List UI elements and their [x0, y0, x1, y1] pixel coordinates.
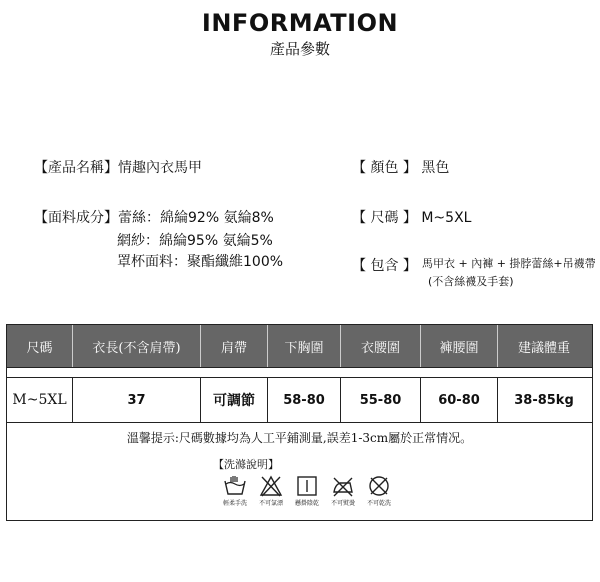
wash-label: 不可乾洗: [366, 500, 391, 507]
no-dryclean-icon: [361, 475, 397, 507]
table-cell: 60-80: [421, 378, 498, 422]
fabric-line-1: 【面料成分】蕾絲：綿綸92% 氨綸8%: [34, 210, 274, 226]
fabric-line-3: 罩杯面料：聚酯纖維100%: [117, 254, 284, 270]
table-row: [7, 378, 592, 423]
notes-area: [7, 423, 592, 520]
table-cell: M~5XL: [7, 378, 73, 422]
color-info: 【 顏色 】 黑色: [352, 160, 450, 176]
package-line-1: 馬甲衣 + 內褲 + 掛脖蕾絲+吊襪帶: [422, 257, 596, 270]
product-name: 【產品名稱】情趣內衣馬甲: [34, 160, 202, 176]
size-table: [6, 324, 593, 521]
package-label: 【 包含 】: [352, 258, 417, 274]
wash-label: 輕柔手洗: [222, 500, 247, 507]
hang-dry-icon: [289, 475, 325, 507]
package-line-2: (不含絲襪及手套): [428, 275, 514, 288]
wash-label: 不可氯漂: [258, 500, 283, 507]
header-cell: 衣長(不含肩帶): [73, 325, 201, 367]
header-cell: 肩帶: [201, 325, 268, 367]
size-info: 【 尺碼 】 M~5XL: [352, 210, 472, 226]
header-cell: 下胸圍: [268, 325, 341, 367]
table-cell: 55-80: [341, 378, 421, 422]
header-cell: 衣腰圍: [341, 325, 421, 367]
table-cell: 58-80: [268, 378, 341, 422]
table-cell: 37: [73, 378, 201, 422]
header-cell: 褲腰圍: [421, 325, 498, 367]
no-iron-icon: [325, 475, 361, 507]
table-header: [7, 325, 592, 367]
wash-icons: [217, 475, 397, 507]
fabric-line-2: 網紗：綿綸95% 氨綸5%: [117, 233, 273, 249]
measurement-note: 溫馨提示:尺碼數據均為人工平鋪測量,誤差1-3cm屬於正常情况。: [126, 431, 473, 445]
table-cell: 38-85kg: [514, 392, 574, 408]
header-cell: 建議體重: [517, 340, 570, 356]
header-cell: 尺碼: [7, 325, 73, 367]
table-cell: 可調節: [201, 378, 268, 422]
table-gap: [7, 367, 592, 378]
no-bleach-icon: [253, 475, 289, 507]
page-subtitle: 產品參數: [269, 40, 330, 58]
page-title: INFORMATION: [201, 9, 399, 37]
wash-label: 不可熨燙: [330, 500, 355, 507]
wash-label: 懸掛陰乾: [294, 500, 319, 507]
hand-wash-icon: [217, 475, 253, 507]
wash-title: 【洗滌說明】: [213, 458, 279, 471]
